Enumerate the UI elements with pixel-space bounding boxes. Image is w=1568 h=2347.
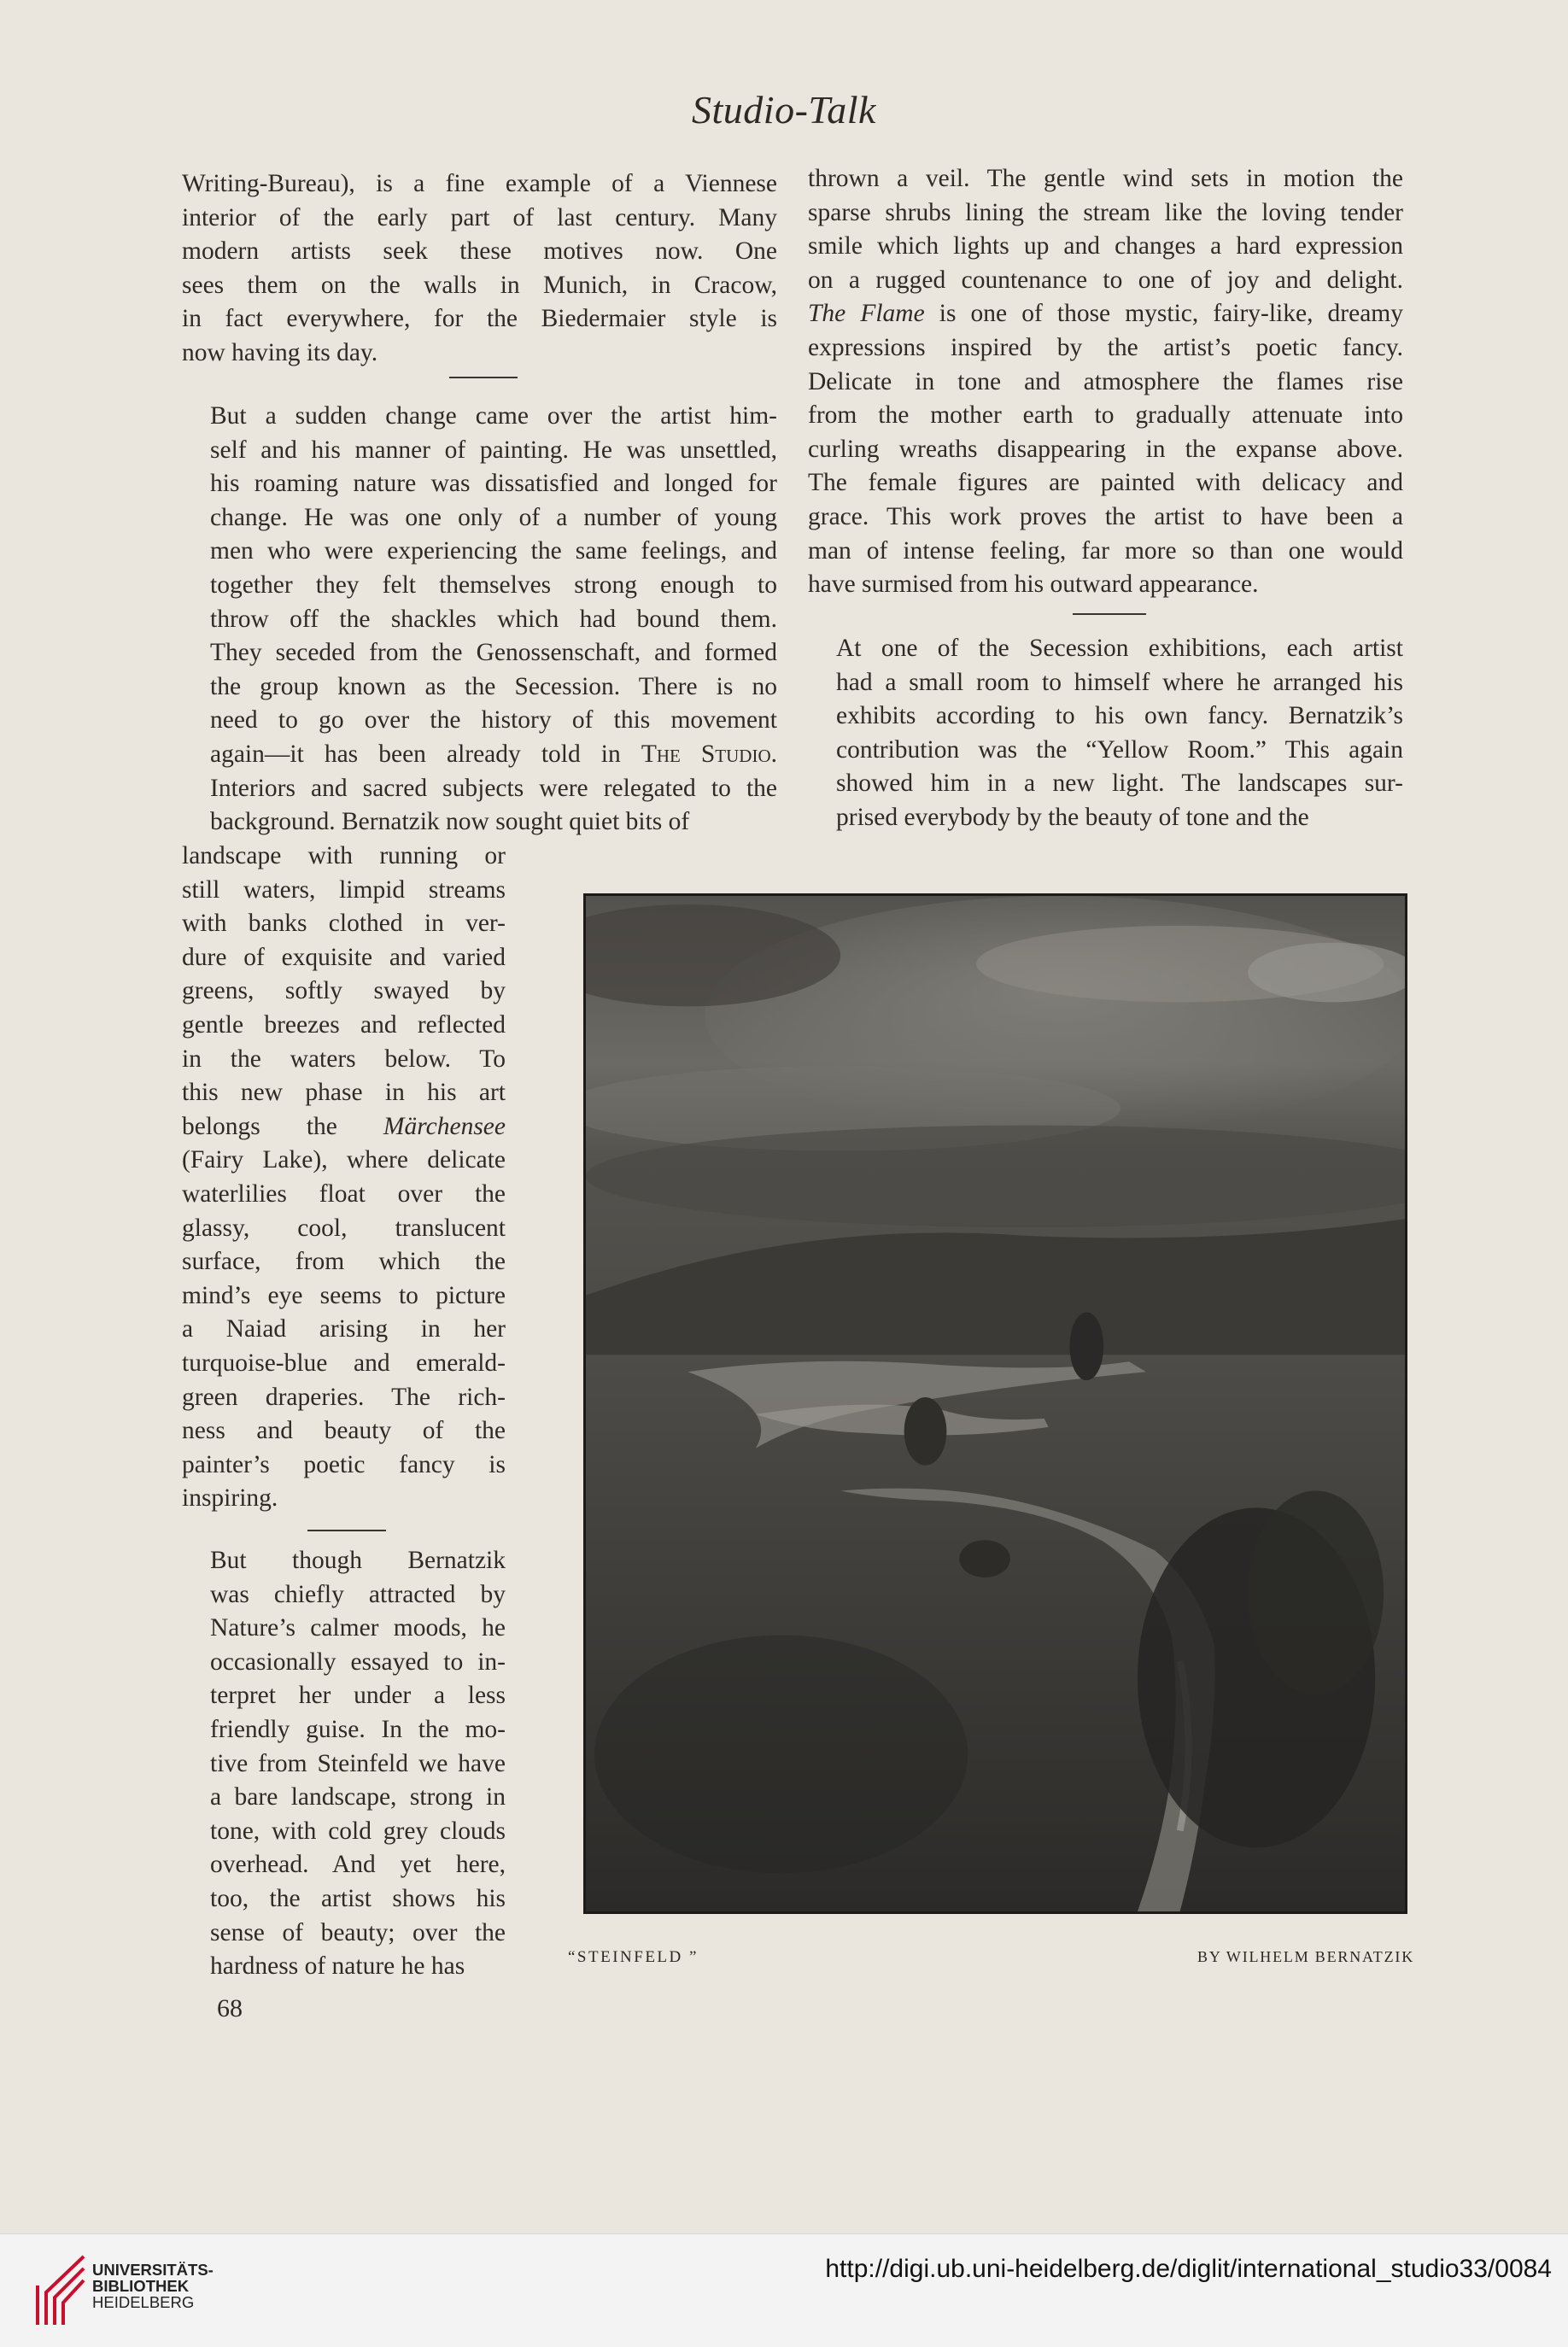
library-footer: [0, 2233, 1568, 2347]
section-divider-3: [1073, 613, 1146, 615]
text-line: tive from Steinfeld we have: [210, 1749, 506, 1777]
left-column-middle: [182, 400, 777, 840]
text-line: change. He was one only of a number of young: [210, 503, 777, 531]
left-column-top: [182, 167, 777, 371]
text-line: now having its day.: [182, 338, 378, 366]
university-library-logo-icon: [34, 2253, 87, 2328]
illustration-caption-title: “STEINFELD ”: [568, 1948, 699, 1966]
section-divider-2: [307, 1530, 386, 1531]
text-line: men who were experiencing the same feelings, and: [210, 537, 777, 565]
text-line: curling wreaths disappearing in the expanse above.: [808, 435, 1403, 463]
permalink-url[interactable]: http://digi.ub.uni-heidelberg.de/diglit/international_studio33/0084: [825, 2255, 1552, 2283]
text-line: But though Bernatzik: [210, 1547, 506, 1574]
text-line: modern artists seek these motives now. One: [182, 237, 777, 266]
section-divider: [449, 377, 518, 378]
text-line: thrown a veil. The gentle wind sets in motion the: [808, 165, 1403, 192]
text-line: glassy, cool, translucent: [182, 1214, 506, 1242]
right-paragraph-1: [808, 162, 1403, 602]
text-line: The female figures are painted with delicacy and: [808, 469, 1403, 497]
text-line: his roaming nature was dissatisfied and longed for: [210, 470, 777, 498]
text-line: At one of the Secession exhibitions, each artist: [836, 635, 1403, 662]
text-line: exhibits according to his own fancy. Bernatzik’s: [836, 702, 1403, 730]
text-line: hardness of nature he has: [210, 1952, 465, 1981]
text-line: waterlilies float over the: [182, 1179, 506, 1208]
text-line: prised everybody by the beauty of tone and the: [836, 803, 1309, 831]
text-line: Nature’s calmer moods, he: [210, 1614, 506, 1642]
left-column-bottom: [182, 1544, 506, 1984]
text-line: had a small room to himself where he arranged his: [836, 668, 1403, 696]
text-line: grace. This work proves the artist to have been a: [808, 502, 1403, 530]
text-line: in the waters below. To: [182, 1045, 506, 1073]
text-line: gentle breezes and reflected: [182, 1010, 506, 1039]
text-line: friendly guise. In the mo-: [210, 1715, 506, 1743]
text-line: The Flame is one of those mystic, fairy-like, dreamy: [808, 300, 1403, 328]
text-line: (Fairy Lake), where delicate: [182, 1146, 506, 1174]
text-line: turquoise-blue and emerald-: [182, 1349, 506, 1377]
text-line: showed him in a new light. The landscapes sur-: [836, 770, 1403, 798]
text-line: expressions inspired by the artist’s poetic fancy.: [808, 333, 1403, 361]
text-line: sense of beauty; over the: [210, 1918, 506, 1946]
text-line: again—it has been already told in The Studio.: [210, 740, 777, 768]
text-line: inspiring.: [182, 1484, 278, 1513]
text-line: a bare landscape, strong in: [210, 1783, 506, 1811]
text-line: Writing-Bureau), is a fine example of a Viennese: [182, 170, 777, 197]
text-line: together they felt themselves strong enough to: [210, 571, 777, 599]
text-line: Interiors and sacred subjects were relegated to the: [210, 774, 777, 802]
illustration-caption-credit: BY WILHELM BERNATZIK: [1197, 1948, 1414, 1965]
text-line: sees them on the walls in Munich, in Cracow,: [182, 271, 777, 299]
text-line: still waters, limpid streams: [182, 875, 506, 904]
text-line: ness and beauty of the: [182, 1417, 506, 1445]
text-line: But a sudden change came over the artist him-: [210, 402, 777, 430]
text-line: landscape with running or: [182, 842, 506, 869]
library-name-line-1: UNIVERSITÄTS-: [92, 2261, 214, 2279]
left-paragraph-2: [182, 400, 777, 840]
text-line: background. Bernatzik now sought quiet bits of: [210, 808, 690, 836]
left-paragraph-3: [182, 840, 506, 1516]
text-line: They seceded from the Genossenschaft, and formed: [210, 639, 777, 667]
text-line: sparse shrubs lining the stream like the loving tender: [808, 198, 1403, 226]
running-title: Studio-Talk: [692, 88, 876, 132]
text-line: on a rugged countenance to one of joy and delight.: [808, 266, 1403, 294]
text-line: surface, from which the: [182, 1248, 506, 1276]
text-line: in fact everywhere, for the Biedermaier style is: [182, 305, 777, 333]
text-line: this new phase in his art: [182, 1079, 506, 1107]
text-line: the group known as the Secession. There is no: [210, 672, 777, 700]
right-paragraph-2: [808, 632, 1403, 835]
text-line: occasionally essayed to in-: [210, 1648, 506, 1676]
text-line: dure of exquisite and varied: [182, 943, 506, 971]
text-line: throw off the shackles which had bound them.: [210, 605, 777, 633]
library-name-line-3: HEIDELBERG: [92, 2293, 195, 2311]
text-line: tone, with cold grey clouds: [210, 1817, 506, 1845]
text-line: smile which lights up and changes a hard expression: [808, 232, 1403, 260]
text-line: was chiefly attracted by: [210, 1580, 506, 1608]
text-line: self and his manner of painting. He was unsettled,: [210, 436, 777, 464]
left-paragraph-1: [182, 167, 777, 371]
text-line: overhead. And yet here,: [210, 1851, 506, 1879]
landscape-painting: [586, 896, 1405, 1911]
library-name: [92, 2262, 214, 2310]
text-line: contribution was the “Yellow Room.” This again: [836, 735, 1403, 764]
left-column-narrow: [182, 840, 506, 1516]
right-column-bottom: [808, 632, 1403, 835]
right-column-top: [808, 162, 1403, 602]
text-line: greens, softly swayed by: [182, 977, 506, 1005]
library-name-line-2: BIBLIOTHEK: [92, 2277, 190, 2295]
text-line: green draperies. The rich-: [182, 1383, 506, 1411]
text-line: a Naiad arising in her: [182, 1315, 506, 1343]
text-line: man of intense feeling, far more so than one would: [808, 536, 1403, 565]
text-line: from the mother earth to gradually attenuate into: [808, 401, 1403, 430]
text-line: have surmised from his outward appearance.: [808, 571, 1259, 599]
text-line: mind’s eye seems to picture: [182, 1281, 506, 1309]
text-line: Delicate in tone and atmosphere the flames rise: [808, 367, 1403, 395]
text-line: need to go over the history of this movement: [210, 706, 777, 735]
text-line: with banks clothed in ver-: [182, 910, 506, 938]
text-line: belongs the Märchensee: [182, 1112, 506, 1140]
steinfeld-illustration: [583, 893, 1407, 1914]
text-line: interior of the early part of last century. Many: [182, 203, 777, 231]
text-line: terpret her under a less: [210, 1682, 506, 1710]
page-number: 68: [217, 1994, 243, 2022]
text-line: painter’s poetic fancy is: [182, 1450, 506, 1478]
text-line: too, the artist shows his: [210, 1884, 506, 1912]
left-paragraph-4: [182, 1544, 506, 1984]
